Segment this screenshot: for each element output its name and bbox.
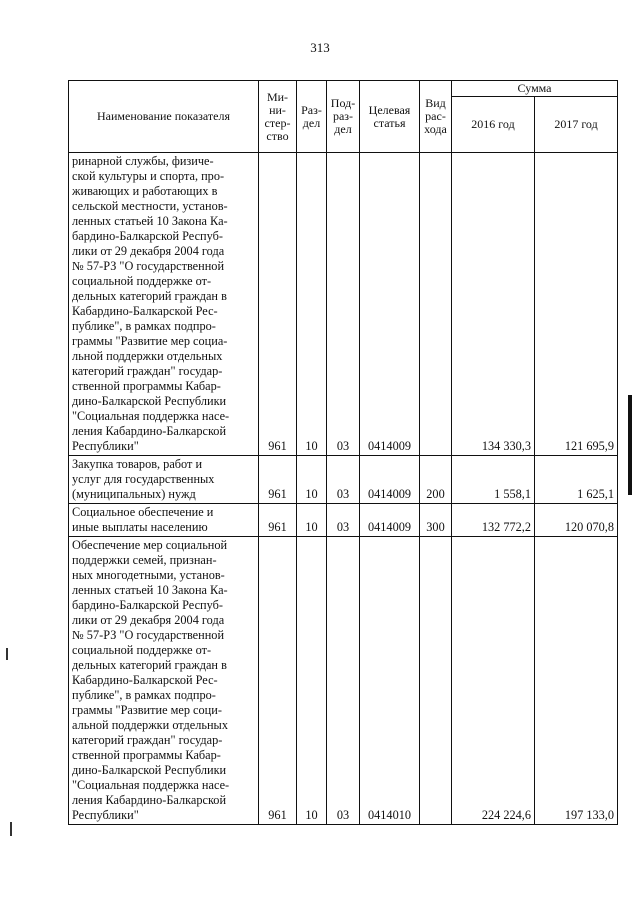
- header-year-2016: 2016 год: [452, 97, 535, 153]
- row-sum-2017: 1 625,1: [535, 456, 618, 504]
- budget-table: [68, 80, 618, 825]
- row-section: 10: [297, 537, 327, 825]
- scan-speck: [10, 822, 12, 836]
- row-target-article: 0414009: [360, 504, 420, 537]
- row-section: 10: [297, 456, 327, 504]
- row-sum-2016: 1 558,1: [452, 456, 535, 504]
- header-expense-type: Вид рас- хода: [420, 81, 452, 153]
- row-sum-2017: 197 133,0: [535, 537, 618, 825]
- row-name: ринарной службы, физиче- ской культуры и спорта, про- живающих и работающих в сельской местности, установ- ленных статьей 10 Закона Ка- бардино-Балкарской Респуб- лики от 29 декабря 2004 года № 57-РЗ "О государственной социальной поддержке от- дельных категорий граждан в Кабардино-Балкарской Рес- публике", в рамках подпро- граммы "Развитие мер социа- льной поддержки отдельных категорий граждан" государ- ственной программы Кабар- дино-Балкарской Республики "Социальная поддержка насе- ления Кабардино-Балкарской Республики": [69, 153, 259, 456]
- table-row: [69, 456, 618, 504]
- row-ministry: 961: [259, 456, 297, 504]
- row-ministry: 961: [259, 504, 297, 537]
- header-year-2017: 2017 год: [535, 97, 618, 153]
- scan-edge-mark: [628, 395, 632, 495]
- row-subsection: 03: [327, 537, 360, 825]
- header-name: Наименование показателя: [69, 81, 259, 153]
- page-number: 313: [310, 40, 330, 55]
- row-expense-type: 200: [420, 456, 452, 504]
- header-target-article: Целевая статья: [360, 81, 420, 153]
- row-ministry: 961: [259, 153, 297, 456]
- row-sum-2016: 224 224,6: [452, 537, 535, 825]
- header-sum: Сумма: [452, 81, 618, 97]
- row-target-article: 0414010: [360, 537, 420, 825]
- row-target-article: 0414009: [360, 456, 420, 504]
- header-ministry: Ми- ни- стер- ство: [259, 81, 297, 153]
- row-sum-2016: 132 772,2: [452, 504, 535, 537]
- row-expense-type: 300: [420, 504, 452, 537]
- row-target-article: 0414009: [360, 153, 420, 456]
- row-sum-2017: 120 070,8: [535, 504, 618, 537]
- row-section: 10: [297, 504, 327, 537]
- header-section: Раз- дел: [297, 81, 327, 153]
- table-row: [69, 504, 618, 537]
- row-sum-2017: 121 695,9: [535, 153, 618, 456]
- table-row: [69, 537, 618, 825]
- table-row: [69, 153, 618, 456]
- row-expense-type: [420, 153, 452, 456]
- row-name: Социальное обеспечение и иные выплаты населению: [69, 504, 259, 537]
- scan-speck: [6, 648, 8, 660]
- row-name: Закупка товаров, работ и услуг для государственных (муниципальных) нужд: [69, 456, 259, 504]
- row-name: Обеспечение мер социальной поддержки семей, признан- ных многодетными, установ- ленных статьей 10 Закона Ка- бардино-Балкарской Респуб- лики от 29 декабря 2004 года № 57-РЗ "О государственной социальной поддержке от- дельных категорий граждан в Кабардино-Балкарской Рес- публике", в рамках подпро- граммы "Развитие мер соци- альной поддержки отдельных категорий граждан" государ- ственной программы Кабар- дино-Балкарской Республики "Социальная поддержка насе- ления Кабардино-Балкарской Республики": [69, 537, 259, 825]
- row-subsection: 03: [327, 456, 360, 504]
- row-expense-type: [420, 537, 452, 825]
- header-subsection: Под- раз- дел: [327, 81, 360, 153]
- row-subsection: 03: [327, 504, 360, 537]
- row-sum-2016: 134 330,3: [452, 153, 535, 456]
- row-subsection: 03: [327, 153, 360, 456]
- row-section: 10: [297, 153, 327, 456]
- row-ministry: 961: [259, 537, 297, 825]
